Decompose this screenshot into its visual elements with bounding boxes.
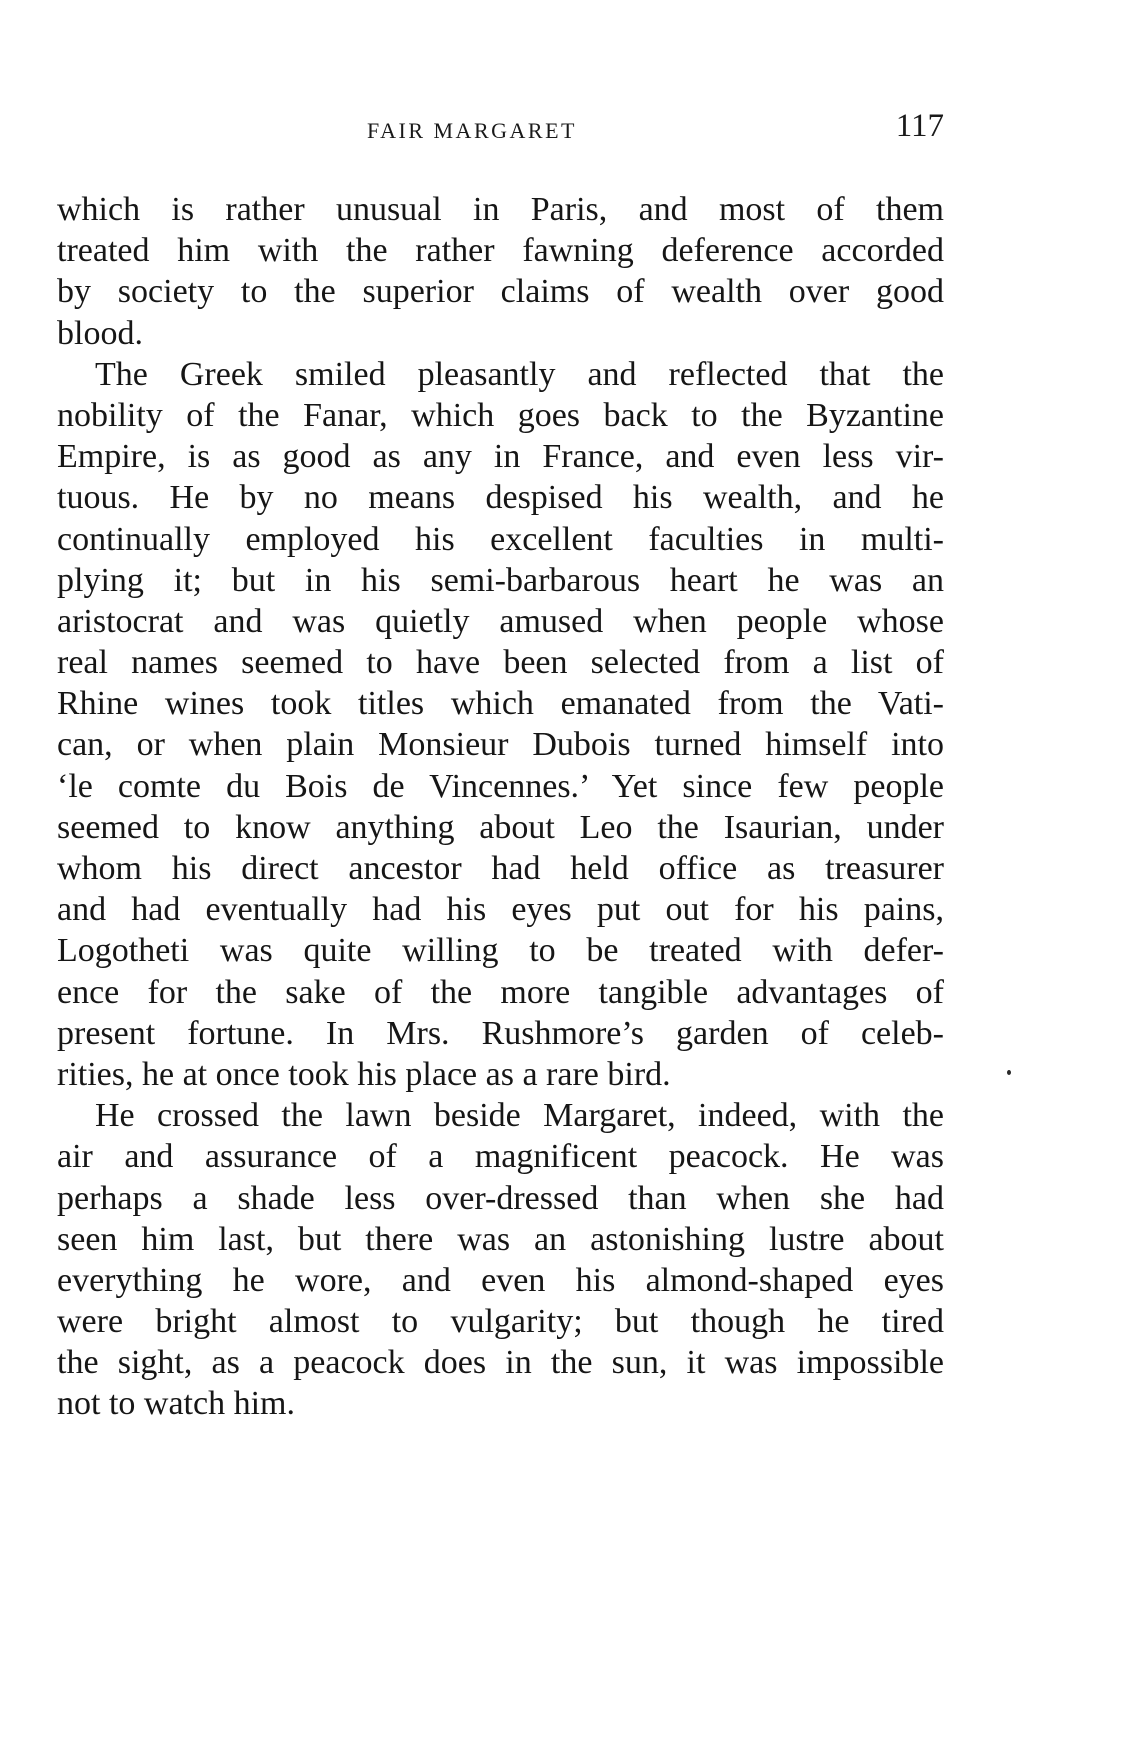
text-line: Logotheti was quite willing to be treated with defer- xyxy=(57,932,944,970)
text-line: The Greek smiled pleasantly and reflected that the xyxy=(95,355,944,393)
text-line: rities, he at once took his place as a rare bird. xyxy=(57,1055,671,1093)
text-line: whom his direct ancestor had held office as treasurer xyxy=(57,850,944,887)
page-number: 117 xyxy=(895,108,944,144)
text-line: blood. xyxy=(57,314,143,352)
text-line: by society to the superior claims of wealth over good xyxy=(57,273,944,311)
text-line: Rhine wines took titles which emanated from the Vati- xyxy=(57,685,944,723)
text-line: ‘le comte du Bois de Vincennes.’ Yet since few people xyxy=(57,767,944,805)
text-line: tuous. He by no means despised his wealth, and he xyxy=(57,479,944,517)
text-line: aristocrat and was quietly amused when people whose xyxy=(57,602,944,640)
paragraph-2 xyxy=(57,354,944,1095)
text-line: seen him last, but there was an astonishing lustre about xyxy=(57,1220,944,1258)
text-line: air and assurance of a magnificent peacock. He was xyxy=(57,1138,944,1176)
text-line: Empire, is as good as any in France, and even less vir- xyxy=(57,438,944,476)
text-line: present fortune. In Mrs. Rushmore’s garden of celeb- xyxy=(57,1014,944,1052)
paragraph-1 xyxy=(57,189,944,354)
text-line: continually employed his excellent faculties in multi- xyxy=(57,520,944,558)
text-line: the sight, as a peacock does in the sun, it was impossible xyxy=(57,1344,944,1382)
text-line: perhaps a shade less over-dressed than when she had xyxy=(57,1179,944,1217)
text-line: seemed to know anything about Leo the Isaurian, under xyxy=(57,808,944,846)
text-line: not to watch him. xyxy=(57,1385,295,1423)
text-line: treated him with the rather fawning deference accorded xyxy=(57,232,944,270)
text-line: which is rather unusual in Paris, and most of them xyxy=(57,191,944,228)
text-line: He crossed the lawn beside Margaret, indeed, with the xyxy=(95,1097,944,1135)
body-text xyxy=(57,189,944,1425)
ink-speck xyxy=(1007,1070,1011,1075)
text-line: nobility of the Fanar, which goes back to the Byzantine xyxy=(57,396,944,434)
text-line: were bright almost to vulgarity; but though he tired xyxy=(57,1303,944,1341)
text-line: real names seemed to have been selected from a list of xyxy=(57,644,944,682)
text-line: plying it; but in his semi-barbarous heart he was an xyxy=(57,561,944,599)
text-line: everything he wore, and even his almond-shaped eyes xyxy=(57,1261,944,1299)
text-line: can, or when plain Monsieur Dubois turned himself into xyxy=(57,726,944,764)
paragraph-3 xyxy=(57,1095,944,1425)
text-line: and had eventually had his eyes put out for his pains, xyxy=(57,891,944,929)
running-head xyxy=(57,108,944,152)
text-line: ence for the sake of the more tangible advantages of xyxy=(57,973,944,1011)
running-title: FAIR MARGARET xyxy=(367,118,577,143)
